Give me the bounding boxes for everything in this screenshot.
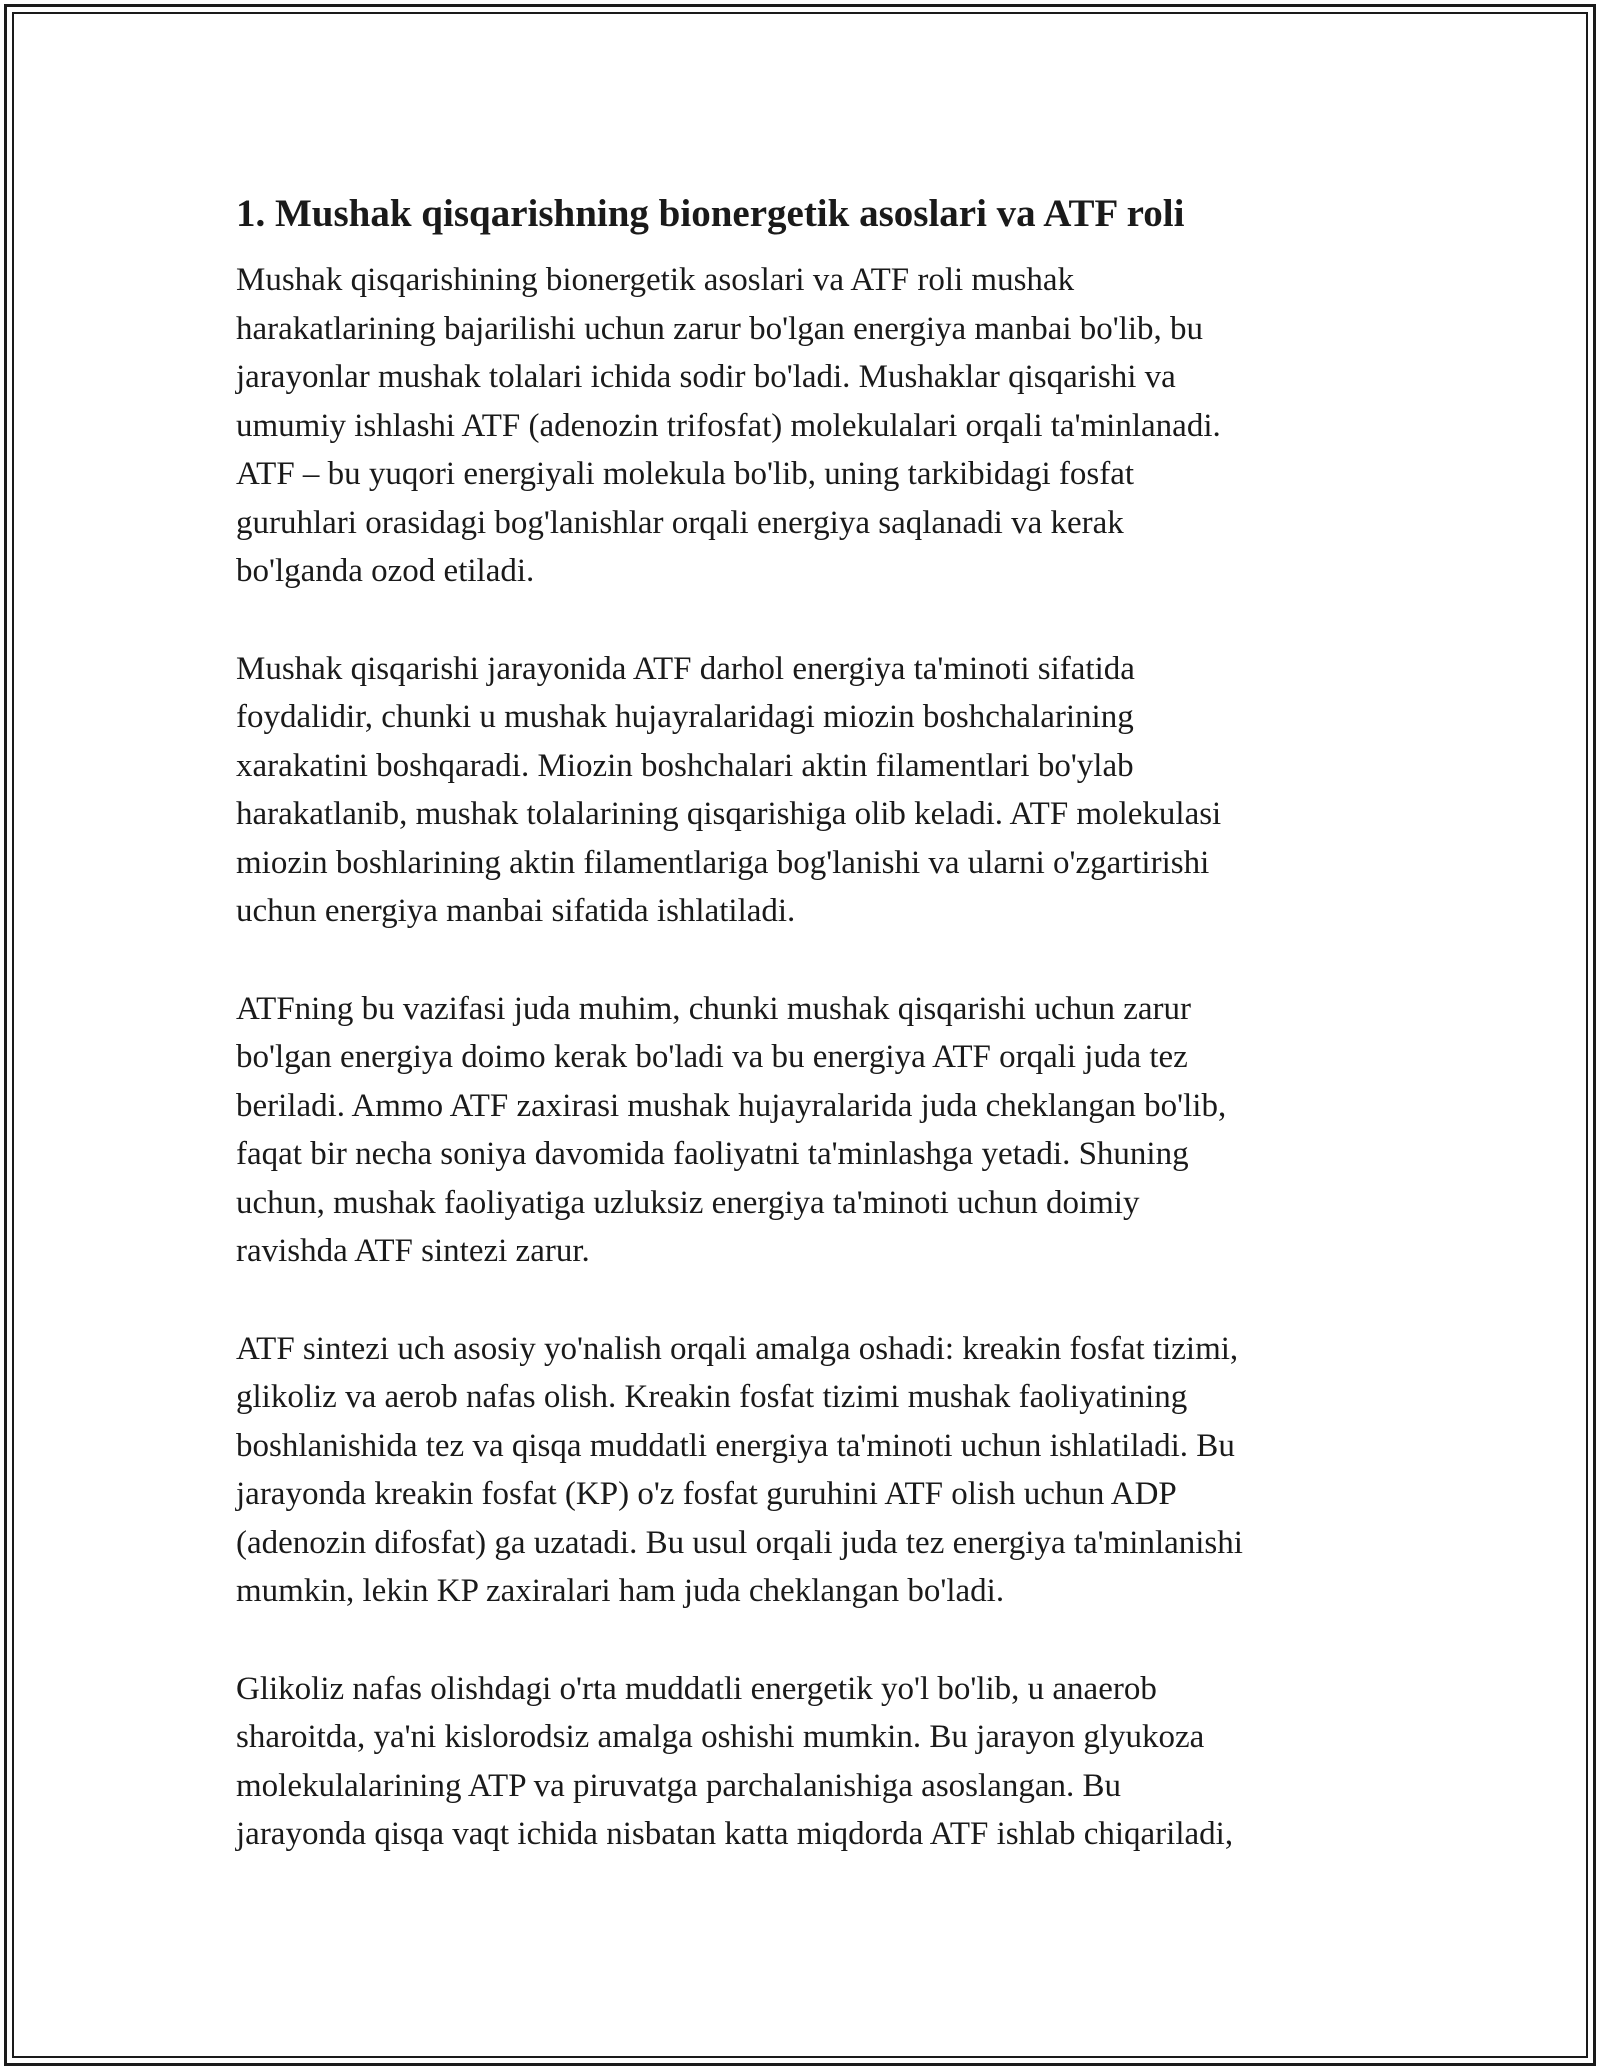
document-body: [236, 186, 1366, 1908]
paragraph-line: harakatlarining bajarilishi uchun zarur bo'lgan energiya manbai bo'lib, bu: [236, 310, 1204, 347]
paragraph-line: xarakatini boshqaradi. Miozin boshchalari aktin filamentlari bo'ylab: [236, 747, 1134, 784]
paragraph-line: Mushak qisqarishining bionergetik asoslari va ATF roli mushak: [236, 262, 1075, 298]
paragraph-line: ATFning bu vazifasi juda muhim, chunki mushak qisqarishi uchun zarur: [236, 990, 1192, 1027]
paragraph-line: bo'lganda ozod etiladi.: [236, 553, 535, 589]
paragraph-line: faqat bir necha soniya davomida faoliyatni ta'minlashga yetadi. Shuning: [236, 1136, 1189, 1172]
paragraph-line: Glikoliz nafas olishdagi o'rta muddatli energetik yo'l bo'lib, u anaerob: [236, 1670, 1157, 1707]
paragraph-line: sharoitda, ya'ni kislorodsiz amalga oshishi mumkin. Bu jarayon glyukoza: [236, 1719, 1205, 1755]
paragraph-line: jarayonda kreakin fosfat (KP) o'z fosfat guruhini ATF olish uchun ADP: [236, 1476, 1177, 1512]
paragraph-line: foydalidir, chunki u mushak hujayralaridagi miozin boshchalarining: [236, 699, 1134, 735]
paragraph-line: molekulalarining ATP va piruvatga parchalanishiga asoslangan. Bu: [236, 1767, 1121, 1804]
paragraph-line: mumkin, lekin KP zaxiralari ham juda cheklangan bo'ladi.: [236, 1573, 1005, 1609]
paragraph-line: ATF – bu yuqori energiyali molekula bo'lib, uning tarkibidagi fosfat: [236, 456, 1135, 492]
paragraph-line: Mushak qisqarishi jarayonida ATF darhol energiya ta'minoti sifatida: [236, 650, 1135, 687]
paragraph: [236, 985, 1366, 1276]
paragraph-line: glikoliz va aerob nafas olish. Kreakin fosfat tizimi mushak faoliyatining: [236, 1379, 1188, 1415]
paragraph-line: jarayonda qisqa vaqt ichida nisbatan katta miqdorda ATF ishlab chiqariladi,: [236, 1816, 1234, 1852]
paragraph-line: uchun, mushak faoliyatiga uzluksiz energiya ta'minoti uchun doimiy: [236, 1184, 1140, 1221]
paragraph-line: jarayonlar mushak tolalari ichida sodir bo'ladi. Mushaklar qisqarishi va: [236, 359, 1176, 395]
paragraph-line: ATF sintezi uch asosiy yo'nalish orqali amalga oshadi: kreakin fosfat tizimi,: [236, 1330, 1239, 1367]
paragraph-line: miozin boshlarining aktin filamentlariga bog'lanishi va ularni o'zgartirishi: [236, 844, 1210, 881]
paragraph-line: ravishda ATF sintezi zarur.: [236, 1233, 590, 1269]
paragraph-line: beriladi. Ammo ATF zaxirasi mushak hujayralarida juda cheklangan bo'lib,: [236, 1087, 1227, 1124]
paragraph-line: (adenozin difosfat) ga uzatadi. Bu usul orqali juda tez energiya ta'minlanishi: [236, 1524, 1243, 1561]
paragraph-line: bo'lgan energiya doimo kerak bo'ladi va bu energiya ATF orqali juda tez: [236, 1039, 1188, 1075]
paragraph-line: umumiy ishlashi ATF (adenozin trifosfat) molekulalari orqali ta'minlanadi.: [236, 407, 1221, 444]
paragraph: [236, 645, 1366, 936]
paragraph-line: guruhlari orasidagi bog'lanishlar orqali energiya saqlanadi va kerak: [236, 504, 1124, 541]
paragraph-line: harakatlanib, mushak tolalarining qisqarishiga olib keladi. ATF molekulasi: [236, 796, 1222, 832]
paragraph: [236, 256, 1366, 596]
paragraph: [236, 1325, 1366, 1616]
paragraph-list: [236, 256, 1366, 1859]
paragraph: [236, 1665, 1366, 1859]
paragraph-line: boshlanishida tez va qisqa muddatli energiya ta'minoti uchun ishlatiladi. Bu: [236, 1427, 1235, 1464]
page-title: 1. Mushak qisqarishning bionergetik asoslari va ATF roli: [236, 192, 1185, 235]
paragraph-line: uchun energiya manbai sifatida ishlatiladi.: [236, 893, 796, 929]
